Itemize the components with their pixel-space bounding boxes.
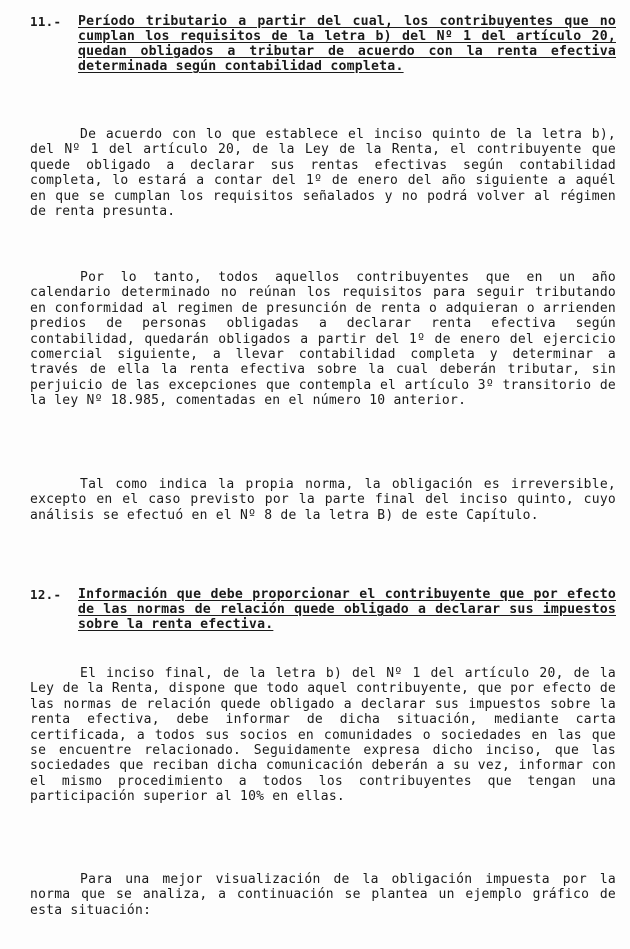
paragraph-5: Para una mejor visualización de la obligación impuesta por la norma que se analiza, a continuación se plantea un ejemplo gráfico de esta situación: <box>30 872 616 918</box>
section-number: 11.- <box>30 14 62 29</box>
section-title: Información que debe proporcionar el contribuyente que por efecto de las normas de relación quede obligado a declarar sus impuestos sobre la renta efectiva. <box>78 587 616 632</box>
section-title: Período tributario a partir del cual, los contribuyentes que no cumplan los requisitos de la letra b) del Nº 1 del artículo 20, quedan obligados a tributar de acuerdo con la renta efectiva determinada según contabilidad completa. <box>78 14 616 74</box>
paragraph-1: De acuerdo con lo que establece el inciso quinto de la letra b), del Nº 1 del artículo 20, de la Ley de la Renta, el contribuyente que quede obligado a declarar sus rentas efectivas según contabilidad completa, lo estará a contar del 1º de enero del año siguiente a aquél en que se cumplan los requisitos señalados y no podrá volver al régimen de renta presunta. <box>30 127 616 220</box>
paragraph-2: Por lo tanto, todos aquellos contribuyentes que en un año calendario determinado no reúnan los requisitos para seguir tributando en conformidad al regimen de presunción de renta o adquieran o arrienden predios de personas obligadas a declarar renta efectiva según contabilidad, quedarán obligados a partir del 1º de enero del ejercicio comercial siguiente, a llevar contabilidad completa y determinar a través de ella la renta efectiva sobre la cual deberán tributar, sin perjuicio de las excepciones que contempla el artículo 3º transitorio de la ley Nº 18.985, comentadas en el número 10 anterior. <box>30 270 616 409</box>
section-number: 12.- <box>30 587 62 602</box>
paragraph-4: El inciso final, de la letra b) del Nº 1 del artículo 20, de la Ley de la Renta, dispone que todo aquel contribuyente, que por efecto de las normas de relación quede obligado a declarar sus impuestos sobre la renta efectiva, debe informar de dicha situación, mediante carta certificada, a todos sus socios en comunidades o sociedades en las que se encuentre relacionado. Seguidamente expresa dicho inciso, que las sociedades que reciban dicha comunicación deberán a su vez, informar con el mismo procedimiento a todos los contribuyentes que tengan una participación superior al 10% en ellas. <box>30 666 616 805</box>
paragraph-3: Tal como indica la propia norma, la obligación es irreversible, excepto en el caso previsto por la parte final del inciso quinto, cuyo análisis se efectuó en el Nº 8 de la letra B) de este Capítulo. <box>30 477 616 523</box>
